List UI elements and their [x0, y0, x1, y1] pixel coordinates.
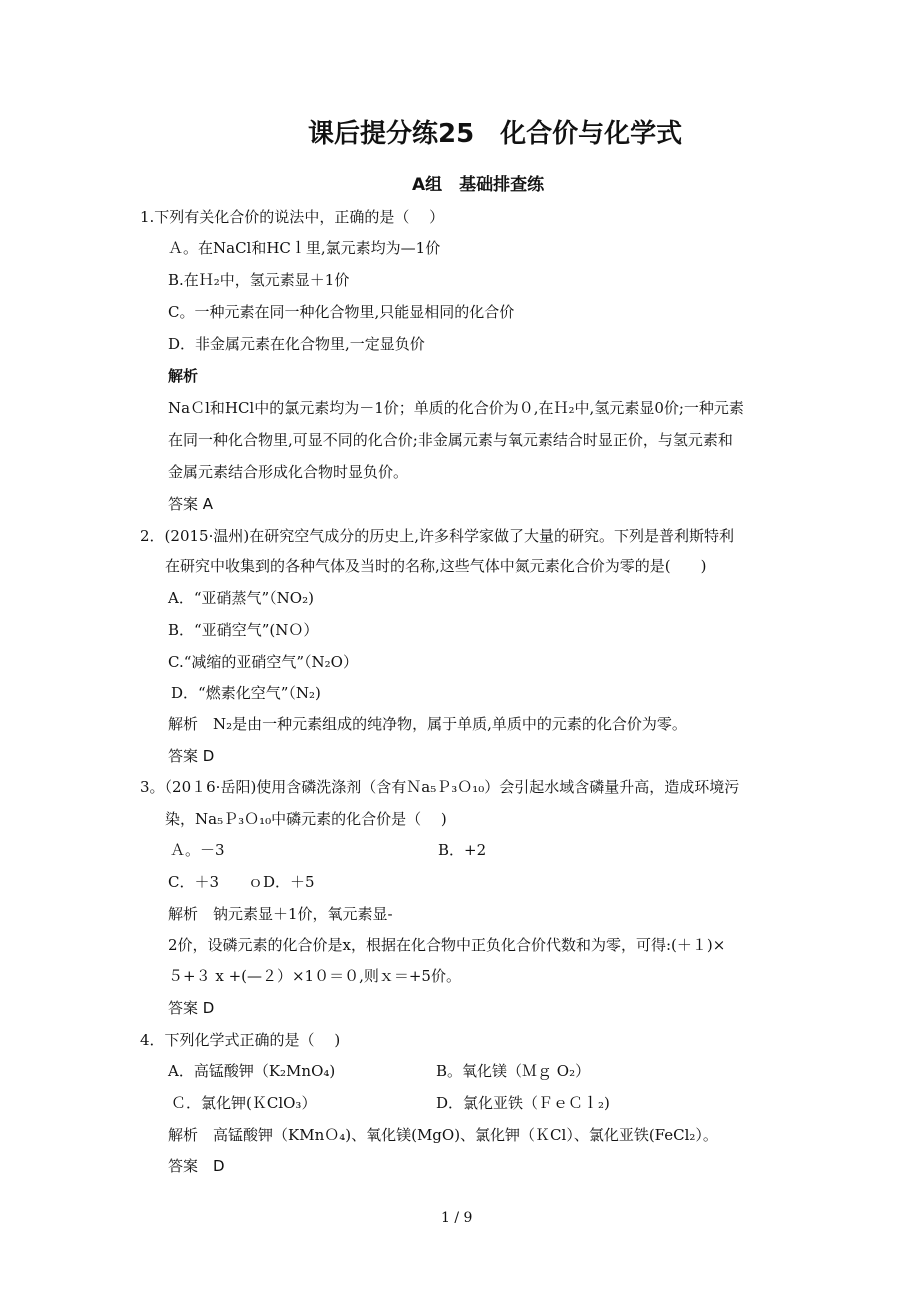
q1-stem: 1.下列有关化合价的说法中，正确的是（ ） [140, 208, 445, 226]
q1-analysis-line-2: 在同一种化合物里,可显不同的化合价;非金属元素与氧元素结合时显正价，与氢元素和 [168, 431, 733, 449]
q3-analysis-line-1: 解析 钠元素显＋1价，氧元素显- [168, 905, 393, 923]
q3-option-a: Ａ。－3 [170, 841, 225, 859]
q3-option-b: B．+2 [438, 841, 487, 859]
q2-option-d: D．“燃素化空气”（N₂) [171, 684, 321, 702]
q1-option-c: C。一种元素在同一种化合物里,只能显相同的化合价 [168, 303, 515, 321]
q3-option-d: ｏD．＋5 [248, 873, 315, 891]
q2-option-c: C.“减缩的亚硝空气”（N₂O） [168, 653, 358, 671]
q4-analysis: 解析 高锰酸钾（KMnＯ₄)、氧化镁(MgO)、氯化钾（ＫCl）、氯化亚铁(FeCl₂）。 [168, 1126, 718, 1144]
q4-option-d: D．氯化亚铁（ＦｅＣｌ₂) [436, 1094, 610, 1112]
q3-analysis-line-3: ５+３ x +(—２）×1０＝０,则ｘ＝+5价。 [168, 967, 461, 985]
q2-answer: 答案 D [168, 747, 215, 765]
q4-option-c: Ｃ．氯化钾(ＫClO₃） [171, 1094, 317, 1112]
q1-analysis-label: 解析 [168, 367, 199, 385]
q1-analysis-line-3: 金属元素结合形成化合物时显负价。 [168, 463, 409, 481]
q4-option-a: A．高锰酸钾（K₂MnO₄) [168, 1062, 336, 1080]
q4-option-b: B。氧化镁（Ｍｇ O₂） [436, 1062, 591, 1080]
q2-option-b: B．“亚硝空气”(NＯ） [168, 621, 319, 639]
q1-analysis-line-1: NaＣl和HCl中的氯元素均为－1价；单质的化合价为０,在Ｈ₂中,氢元素显0价;一种元素 [168, 399, 744, 417]
q1-option-b: B.在Ｈ₂中，氢元素显＋1价 [168, 271, 350, 289]
q1-option-d: D．非金属元素在化合物里,一定显负价 [168, 335, 425, 353]
q4-answer: 答案 D [168, 1157, 225, 1175]
page-title: 课后提分练25 化合价与化学式 [308, 119, 683, 149]
q3-stem-line-2: 染，Na₅Ｐ₃Ｏ₁₀中磷元素的化合价是（ ) [165, 810, 447, 828]
q4-stem: 4．下列化学式正确的是（ ) [140, 1031, 341, 1049]
q3-option-c: C．＋3 [168, 873, 220, 891]
q2-option-a: A．“亚硝蒸气”（NO₂) [168, 589, 314, 607]
q3-answer: 答案 D [168, 999, 215, 1017]
section-heading: A组 基础排查练 [412, 175, 545, 195]
q1-answer: 答案 A [168, 495, 214, 513]
q3-analysis-line-2: 2价，设磷元素的化合价是x，根据在化合物中正负化合价代数和为零，可得:(＋１)× [168, 936, 726, 954]
q2-stem-line-2: 在研究中收集到的各种气体及当时的名称,这些气体中氮元素化合价为零的是( ) [165, 557, 707, 575]
q3-stem-line-1: 3。（20１6·岳阳)使用含磷洗涤剂（含有Ｎa₅Ｐ₃Ｏ₁₀）会引起水域含磷量升高，造成环境污 [140, 778, 740, 796]
q1-option-a: Ａ。在NaCl和HCｌ里,氯元素均为—1价 [168, 239, 441, 257]
q2-stem-line-1: 2．(2015·温州)在研究空气成分的历史上,许多科学家做了大量的研究。下列是普利斯特利 [140, 527, 734, 545]
page-number: 1 / 9 [441, 1210, 473, 1226]
q2-analysis: 解析 N₂是由一种元素组成的纯净物，属于单质,单质中的元素的化合价为零。 [168, 715, 687, 733]
